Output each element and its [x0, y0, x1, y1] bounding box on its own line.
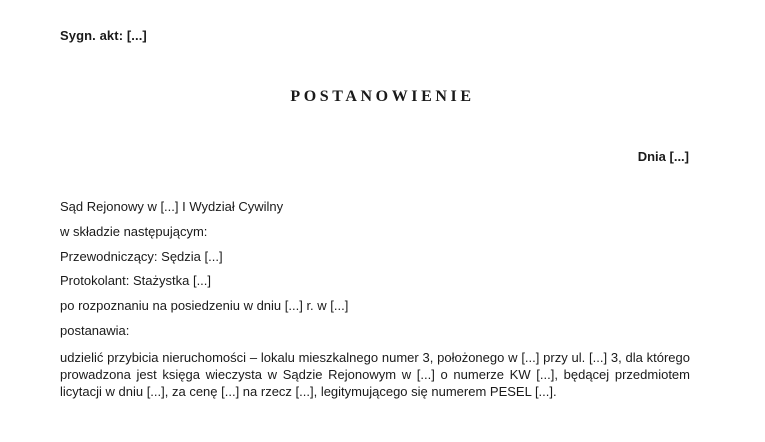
hearing-line: po rozpoznaniu na posiedzeniu w dniu [...] r. w [...] — [60, 298, 349, 314]
composition-intro-line: w składzie następującym: — [60, 223, 208, 239]
case-number: Sygn. akt: [...] — [60, 28, 147, 43]
court-name-line: Sąd Rejonowy w [...] I Wydział Cywilny — [60, 199, 284, 214]
document-date: Dnia [...] — [637, 149, 689, 164]
court-composition — [60, 199, 690, 348]
clerk-line: Protokolant: Stażystka [...] — [60, 273, 212, 289]
decision-paragraph: udzielić przybicia nieruchomości – lokalu mieszkalnego numer 3, położonego w [...] przy ul. [...] 3, dla którego prowadzona jest księga wieczysta w Sądzie Rejonowym w [...] o numerze KW [...], będącej przedmiotem licytacji w dniu [...], za cenę [...] na rzecz [...], legitymującego się numerem PESEL [...]. — [60, 350, 690, 399]
document-title: POSTANOWIENIE — [290, 88, 475, 105]
presiding-judge-line: Przewodniczący: Sędzia [...] — [60, 248, 223, 264]
decides-line: postanawia: — [60, 322, 130, 338]
